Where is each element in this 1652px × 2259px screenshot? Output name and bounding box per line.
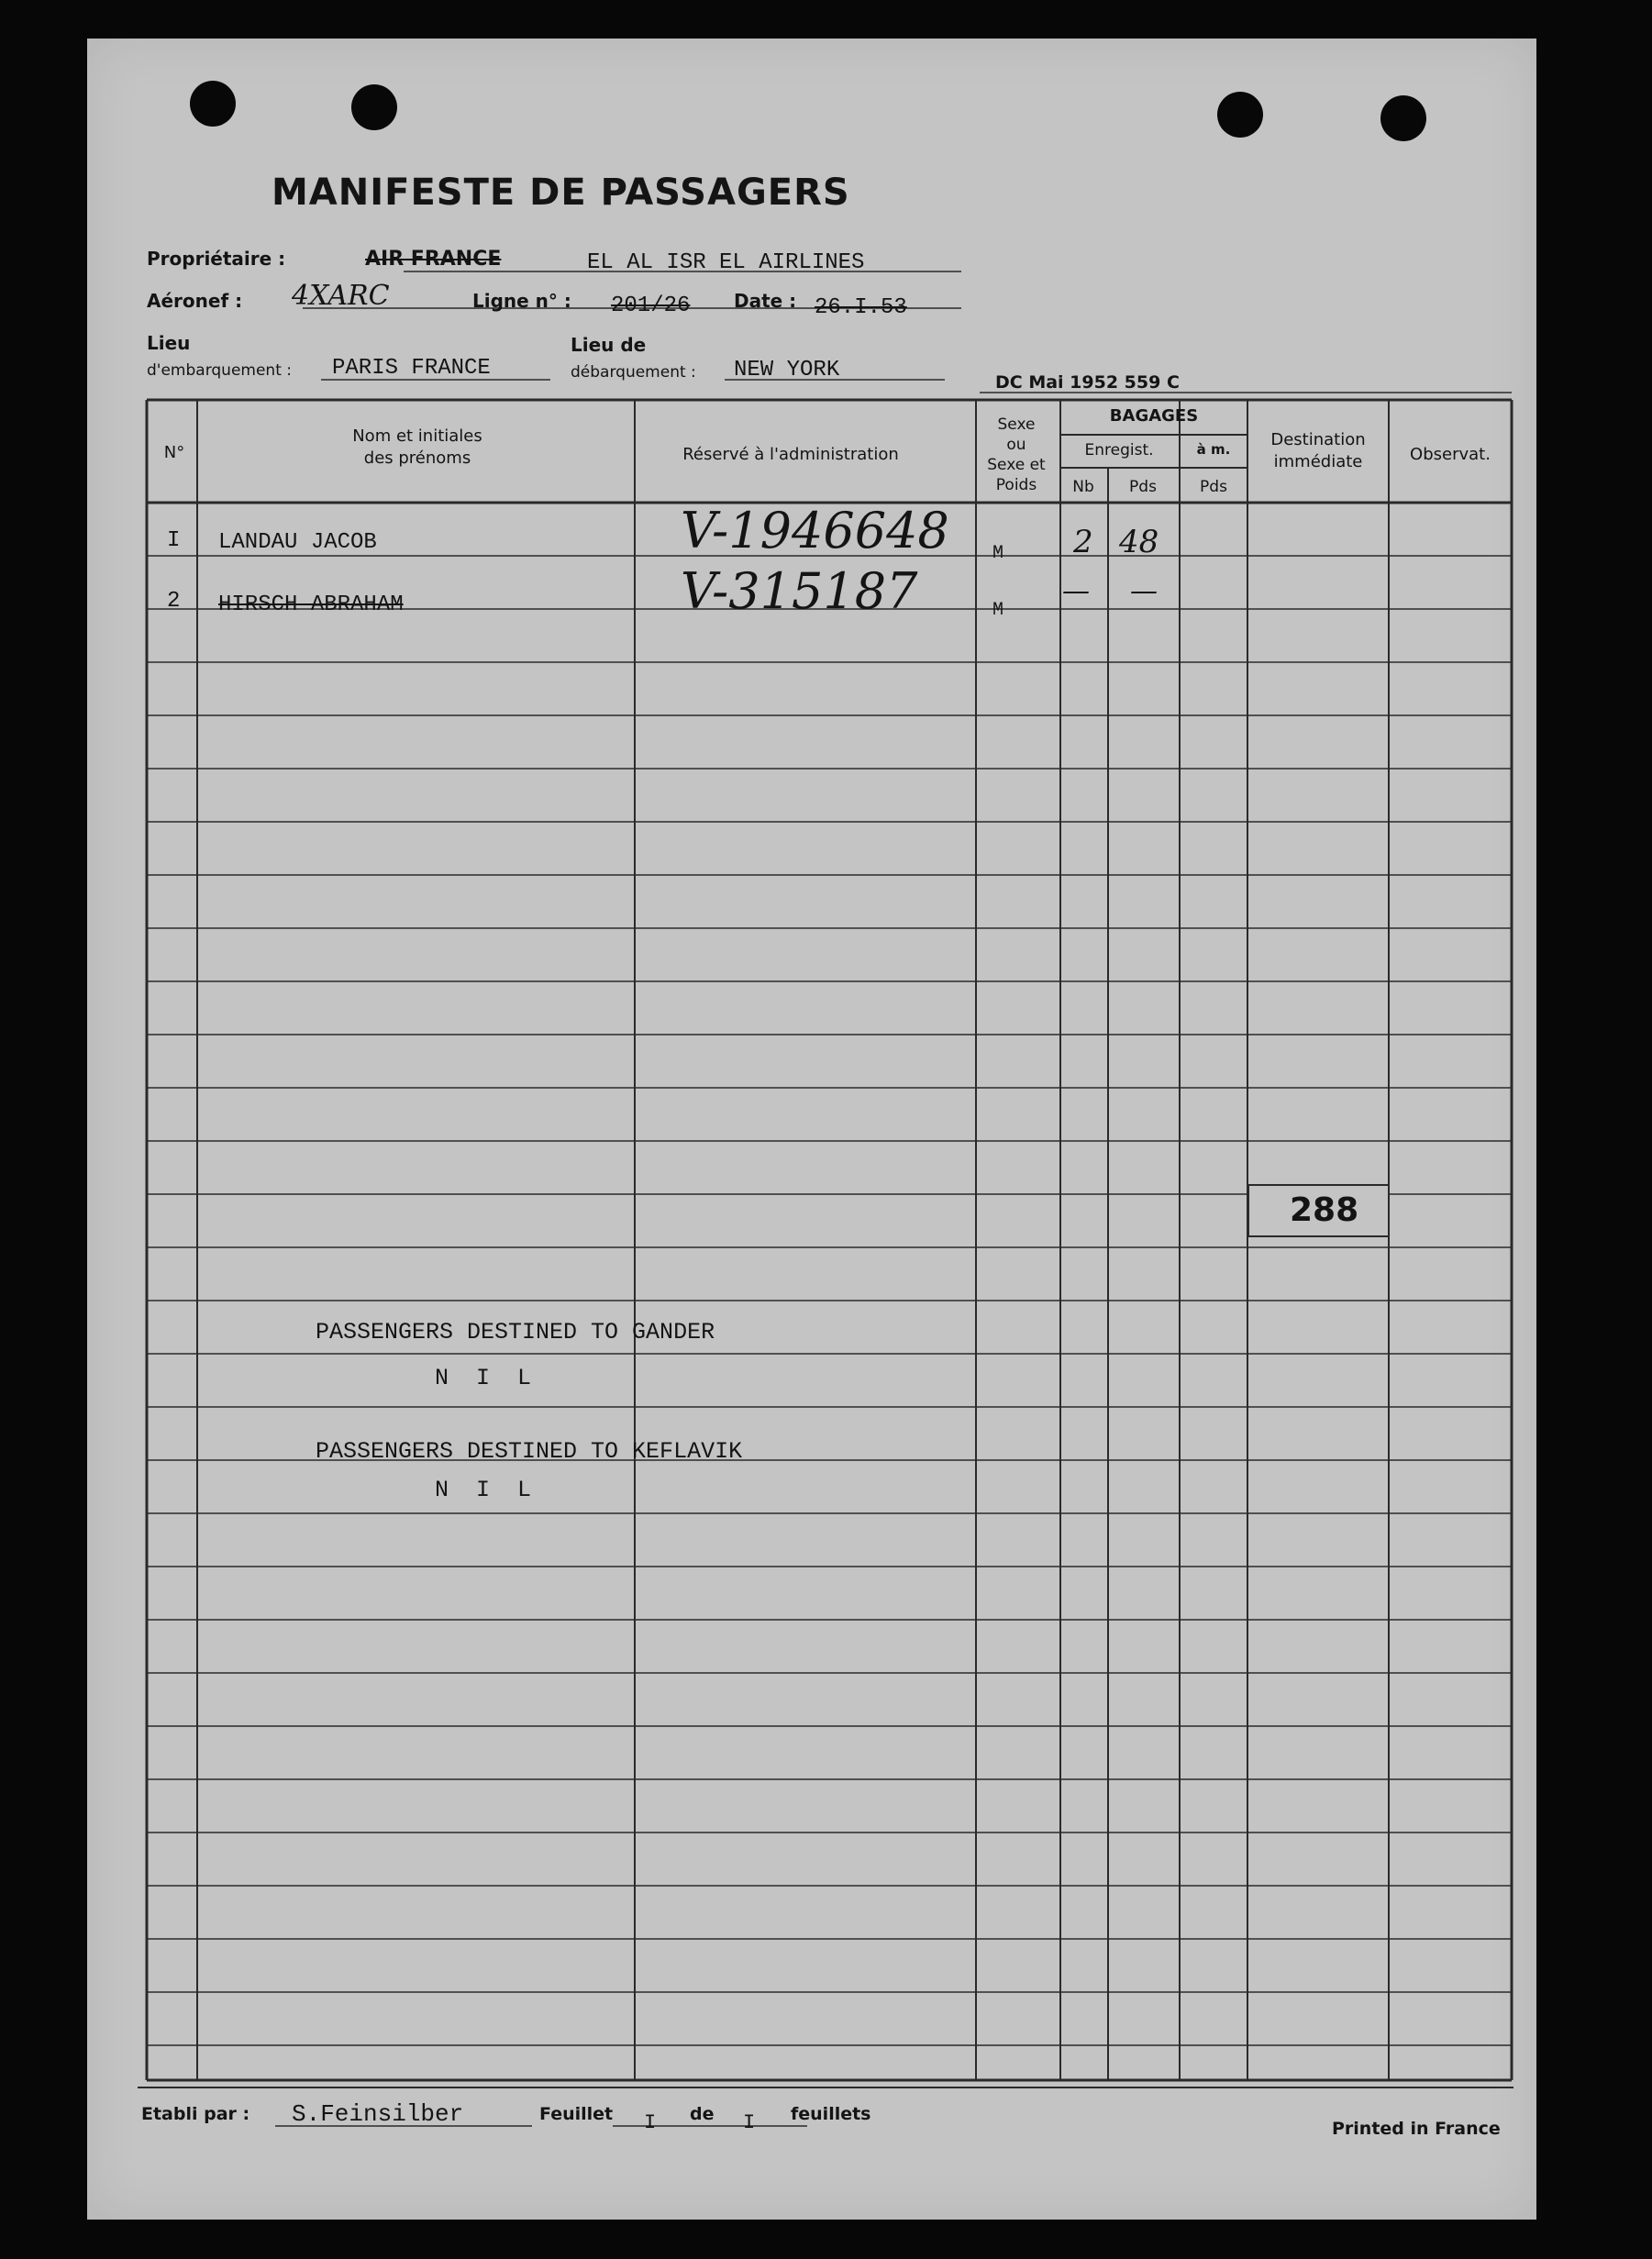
- col-bagages: BAGAGES: [1109, 406, 1199, 426]
- aeronef-value: 4XARC: [292, 280, 390, 312]
- row-name: LANDAU JACOB: [218, 530, 377, 555]
- col-observ: Observat.: [1410, 445, 1491, 464]
- row-no: I: [167, 528, 181, 553]
- stamp-number: 288: [1290, 1191, 1359, 1229]
- col-sexe: [974, 415, 1059, 495]
- col-pds: Pds: [1129, 478, 1157, 496]
- row-reserve: V-1946648: [681, 502, 949, 559]
- lieu-label: Lieu: [147, 332, 191, 354]
- row-nb: 2: [1073, 524, 1093, 560]
- row-pds: 48: [1119, 524, 1159, 560]
- embarquement-value: PARIS FRANCE: [332, 356, 491, 381]
- col-nom-line2: des prénoms: [363, 448, 471, 469]
- de-label: de: [690, 2104, 715, 2124]
- col-destination-line1: Destination: [1270, 430, 1366, 449]
- col-am: à m.: [1196, 441, 1231, 458]
- col-reserve: Réservé à l'administration: [682, 445, 899, 464]
- col-nb: Nb: [1072, 478, 1094, 496]
- aeronef-label: Aéronef :: [147, 290, 243, 312]
- row-no: 2: [167, 589, 181, 614]
- note-keflavik-nil: N I L: [435, 1477, 532, 1503]
- date-label: Date :: [734, 290, 797, 312]
- col-enregist: Enregist.: [1084, 441, 1154, 460]
- debarquement-value: NEW YORK: [734, 358, 840, 382]
- de-value: I: [743, 2111, 756, 2134]
- date-value: 26.I.53: [815, 295, 907, 320]
- col-nom: [202, 426, 633, 471]
- feuillet-value: I: [644, 2111, 657, 2134]
- col-destination-line2: immédiate: [1273, 452, 1363, 472]
- note-keflavik: PASSENGERS DESTINED TO KEFLAVIK: [316, 1438, 743, 1465]
- row-nb: —: [1062, 575, 1090, 607]
- col-sexe-line3: Sexe et: [987, 456, 1046, 475]
- row-pds: —: [1130, 575, 1158, 607]
- col-sexe-line4: Poids: [995, 476, 1037, 495]
- note-gander-nil: N I L: [435, 1365, 532, 1391]
- ligne-value: 201/26: [611, 293, 691, 318]
- col-sexe-line1: Sexe: [997, 415, 1036, 434]
- proprietaire-label: Propriétaire :: [147, 248, 286, 270]
- page-title: MANIFESTE DE PASSAGERS: [272, 172, 850, 214]
- row-reserve: V-315187: [681, 562, 918, 620]
- col-nom-line1: Nom et initiales: [352, 426, 482, 446]
- form-code: DC Mai 1952 559 C: [995, 372, 1180, 393]
- row-name: HIRSCH ABRAHAM: [218, 592, 404, 617]
- col-sexe-line2: ou: [1006, 436, 1026, 455]
- note-gander: PASSENGERS DESTINED TO GANDER: [316, 1319, 715, 1345]
- col-no: N°: [163, 443, 185, 462]
- printed-in-france: Printed in France: [1332, 2119, 1501, 2139]
- proprietaire-value: EL AL ISR EL AIRLINES: [587, 250, 865, 275]
- row-sexe: M: [992, 600, 1004, 621]
- debarquement-label: débarquement :: [571, 363, 696, 382]
- etabli-label: Etabli par :: [141, 2104, 250, 2124]
- lieu-de-label: Lieu de: [571, 334, 647, 356]
- ligne-label: Ligne n° :: [472, 290, 571, 312]
- feuillets-label: feuillets: [791, 2104, 871, 2124]
- col-destination: [1249, 429, 1387, 474]
- col-pds-am: Pds: [1200, 478, 1227, 496]
- proprietaire-struck: AIR FRANCE: [365, 248, 502, 271]
- row-sexe: M: [992, 543, 1004, 564]
- embarquement-label: d'embarquement :: [147, 361, 292, 380]
- feuillet-label: Feuillet: [539, 2104, 614, 2124]
- etabli-value: S.Feinsilber: [292, 2100, 464, 2128]
